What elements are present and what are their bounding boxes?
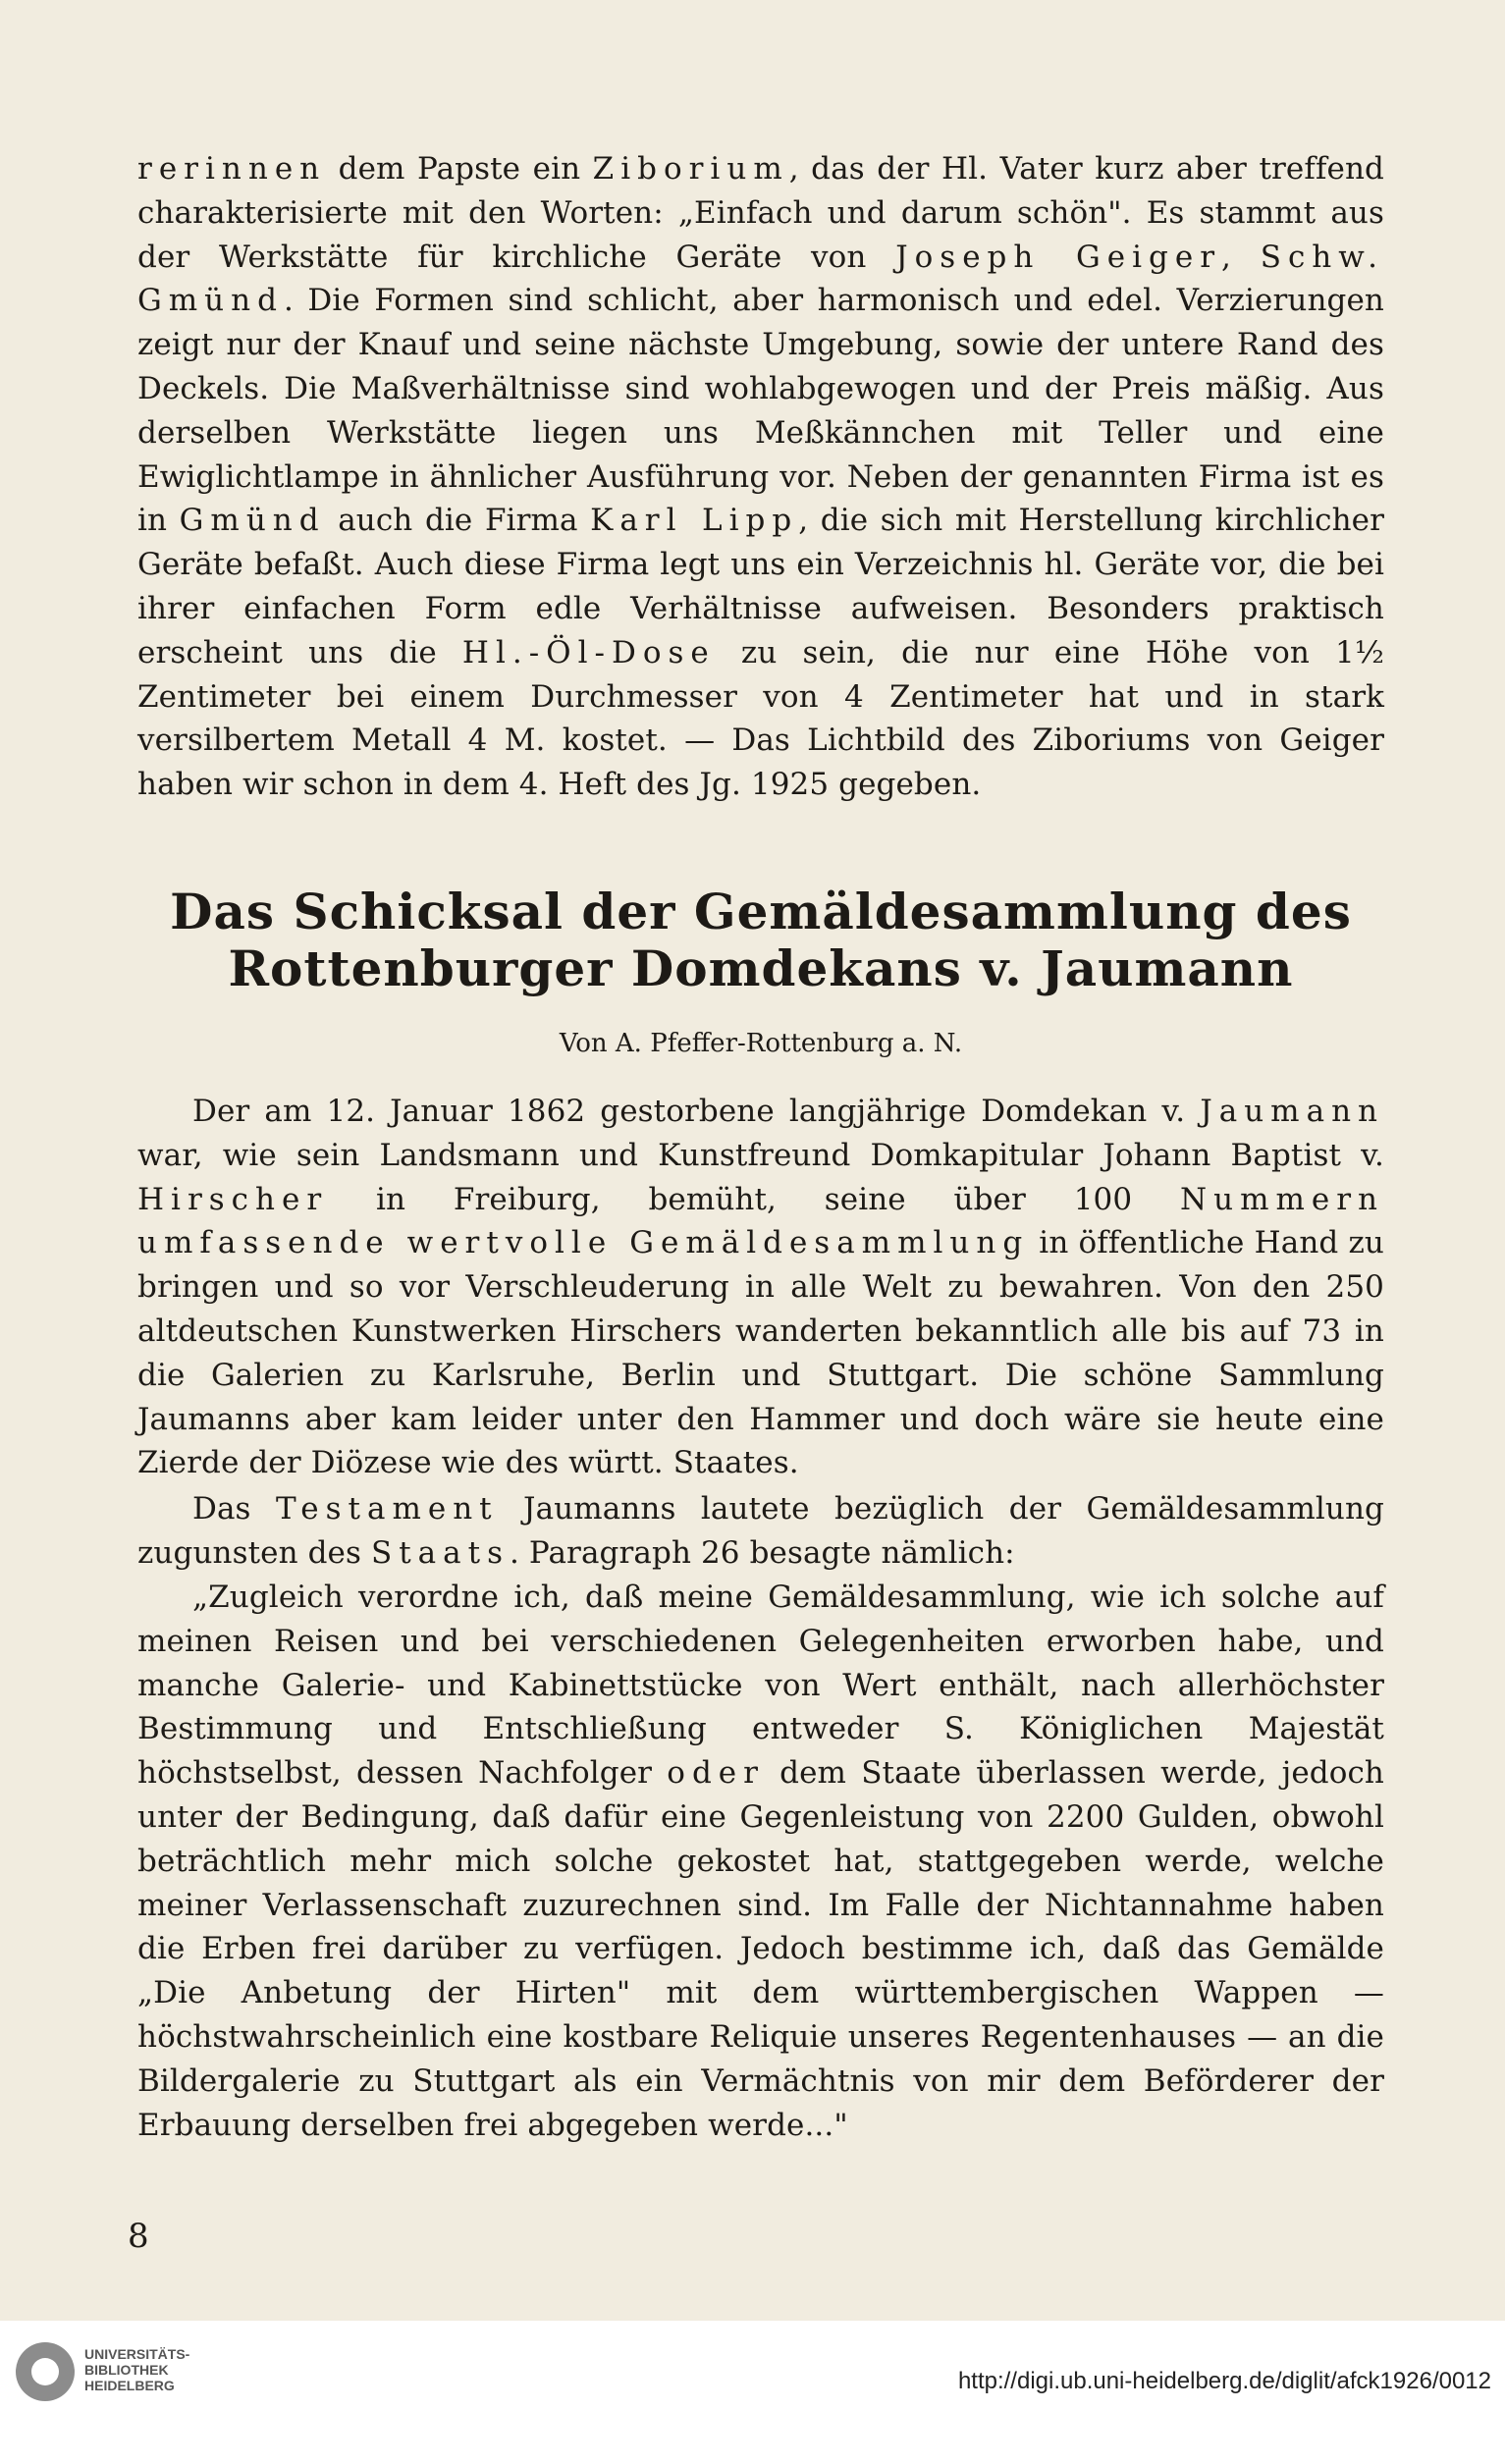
library-name: UNIVERSITÄTS- BIBLIOTHEK HEIDELBERG xyxy=(84,2346,190,2393)
article-headline: Das Schicksal der Gemäldesammlung des Rottenburger Domdekans v. Jaumann xyxy=(170,883,1352,997)
paragraph-ziborium: rerinnen dem Papste ein Ziborium, das der Hl. Vater kurz aber treffend charakterisierte mit den Worten: „Einfach und darum schön". Es stammt aus der Werkstätte für kirchliche Geräte von Joseph Geiger, Schw. Gmünd. Die Formen sind schlicht, aber harmonisch und edel. Verzierungen zeigt nur der Knauf und seine nächste Umgebung, sowie der untere Rand des Deckels. Die Maßverhältnisse sind wohlabgewogen und der Preis mäßig. Aus derselben Werkstätte liegen uns Meßkännchen mit Teller und eine Ewiglichtlampe in ähnlicher Ausführung vor. Neben der genannten Firma ist es in Gmünd auch die Firma Karl Lipp, die sich mit Herstellung kirchlicher Geräte befaßt. Auch diese Firma legt uns ein Verzeichnis hl. Geräte vor, die bei ihrer einfachen Form edle Verhältnisse aufweisen. Besonders praktisch erscheint uns die Hl.-Öl-Dose zu sein, die nur eine Höhe von 1½ Zentimeter bei einem Durchmesser von 4 Zentimeter hat und in stark versilbertem Metall 4 M. kostet. — Das Lichtbild des Ziboriums von Geiger haben wir schon in dem 4. Heft des Jg. 1925 gegeben. xyxy=(137,151,1384,803)
paragraph-testament: Das Testament Jaumanns lautete bezüglich der Gemäldesammlung zugunsten des Staats. Paragraph 26 besagte nämlich: xyxy=(137,1491,1384,1571)
university-seal-icon xyxy=(16,2342,75,2401)
paragraph-jaumann: Der am 12. Januar 1862 gestorbene langjährige Domdekan v. Jaumann war, wie sein Landsmann und Kunstfreund Domkapitular Johann Baptist v. Hirscher in Freiburg, bemüht, seine über 100 Nummern umfassende wertvolle Gemäldesammlung in öffentliche Hand zu bringen und so vor Verschleuderung in alle Welt zu bewahren. Von den 250 altdeutschen Kunstwerken Hirschers wanderten bekanntlich alle bis auf 73 in die Galerien zu Karlsruhe, Berlin und Stuttgart. Die schöne Sammlung Jaumanns aber kam leider unter den Hammer und doch wäre sie heute eine Zierde der Diözese wie des württ. Staates. xyxy=(137,1094,1384,1481)
page-number: 8 xyxy=(128,2217,149,2256)
document-url-link[interactable]: http://digi.ub.uni-heidelberg.de/diglit/afck1926/0012 xyxy=(957,2368,1491,2394)
viewer-footer xyxy=(0,2321,1505,2464)
paragraph-quote: „Zugleich verordne ich, daß meine Gemäldesammlung, wie ich solche auf meinen Reisen und bei verschiedenen Gelegenheiten erworben habe, und manche Galerie- und Kabinettstücke von Wert enthält, nach allerhöchster Bestimmung und Entschließung entweder S. Königlichen Majestät höchstselbst, dessen Nachfolger oder dem Staate überlassen werde, jedoch unter der Bedingung, daß dafür eine Gegenleistung von 2200 Gulden, obwohl beträchtlich mehr mich solche gekostet hat, stattgegeben werde, welche meiner Verlassenschaft zuzurechnen sind. Im Falle der Nichtannahme haben die Erben frei darüber zu verfügen. Jedoch bestimme ich, daß das Gemälde „Die Anbetung der Hirten" mit dem württembergischen Wappen — höchstwahrscheinlich eine kostbare Reliquie unseres Regentenhauses — an die Bildergalerie zu Stuttgart als ein Vermächtnis von mir dem Beförderer der Erbauung derselben frei abgegeben werde..." xyxy=(137,1580,1384,2143)
article-byline: Von A. Pfeffer-Rottenburg a. N. xyxy=(559,1029,963,1058)
